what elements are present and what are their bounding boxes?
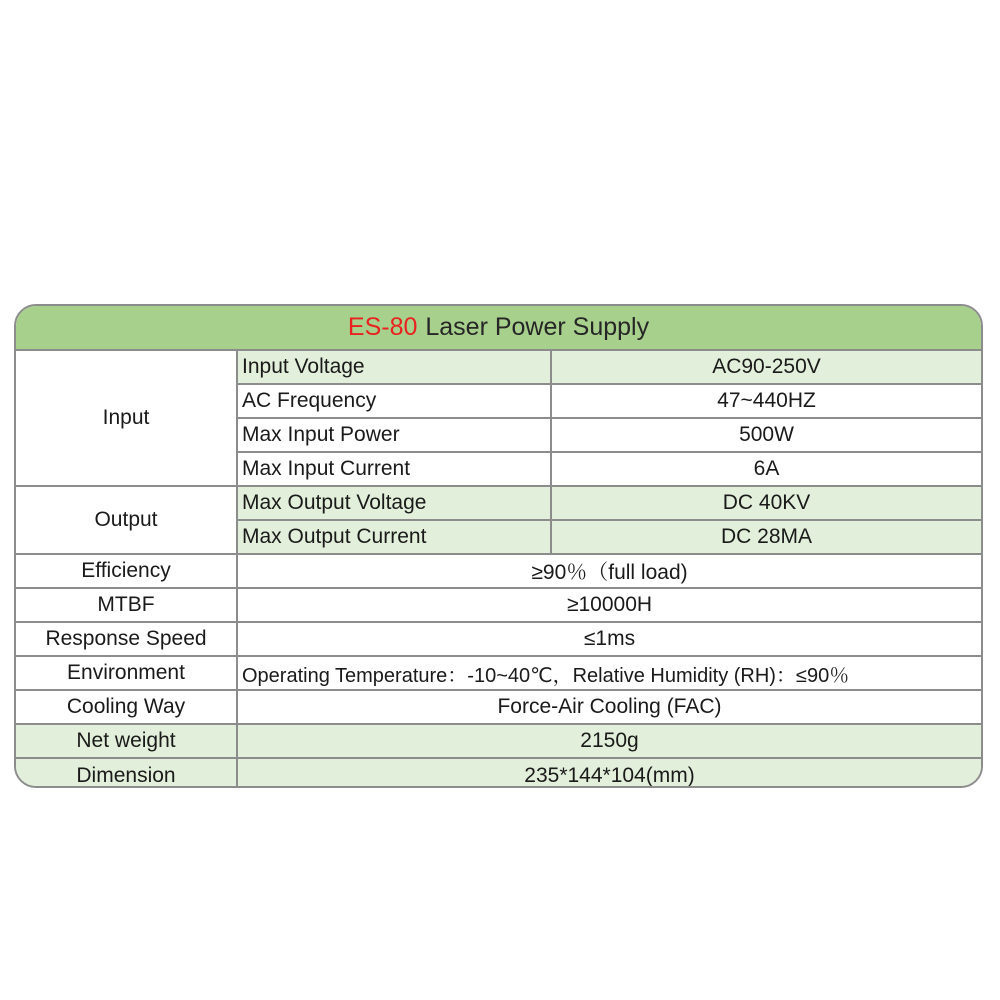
param-label: Max Input Current xyxy=(238,453,552,487)
spec-value: 235*144*104(mm) xyxy=(238,759,981,788)
param-value: 6A xyxy=(552,453,981,487)
spec-value: 2150g xyxy=(238,725,981,759)
group-label-input: Input xyxy=(16,351,238,487)
spec-value: ≥10000H xyxy=(238,589,981,623)
title-text: Laser Power Supply xyxy=(425,313,650,341)
param-value: 500W xyxy=(552,419,981,453)
spec-grid xyxy=(16,351,981,788)
spec-label: Efficiency xyxy=(16,555,238,589)
spec-label: Dimension xyxy=(16,759,238,788)
param-label: Max Input Power xyxy=(238,419,552,453)
table-title xyxy=(16,306,981,351)
param-value: DC 28MA xyxy=(552,521,981,555)
spec-value: Force-Air Cooling (FAC) xyxy=(238,691,981,725)
spec-label: Environment xyxy=(16,657,238,691)
param-label: Max Output Current xyxy=(238,521,552,555)
param-label: Input Voltage xyxy=(238,351,552,385)
param-value: 47~440HZ xyxy=(552,385,981,419)
param-value: AC90-250V xyxy=(552,351,981,385)
spec-value: Operating Temperature：-10~40℃，Relative Humidity (RH)：≤90％ xyxy=(238,657,981,691)
spec-label: Cooling Way xyxy=(16,691,238,725)
title-model: ES-80 xyxy=(347,313,418,341)
spec-label: Response Speed xyxy=(16,623,238,657)
spec-value: ≤1ms xyxy=(238,623,981,657)
spec-label: Net weight xyxy=(16,725,238,759)
param-value: DC 40KV xyxy=(552,487,981,521)
param-label: AC Frequency xyxy=(238,385,552,419)
spec-label: MTBF xyxy=(16,589,238,623)
param-label: Max Output Voltage xyxy=(238,487,552,521)
spec-table xyxy=(14,304,983,788)
group-label-output: Output xyxy=(16,487,238,555)
spec-value: ≥90％（full load) xyxy=(238,555,981,589)
